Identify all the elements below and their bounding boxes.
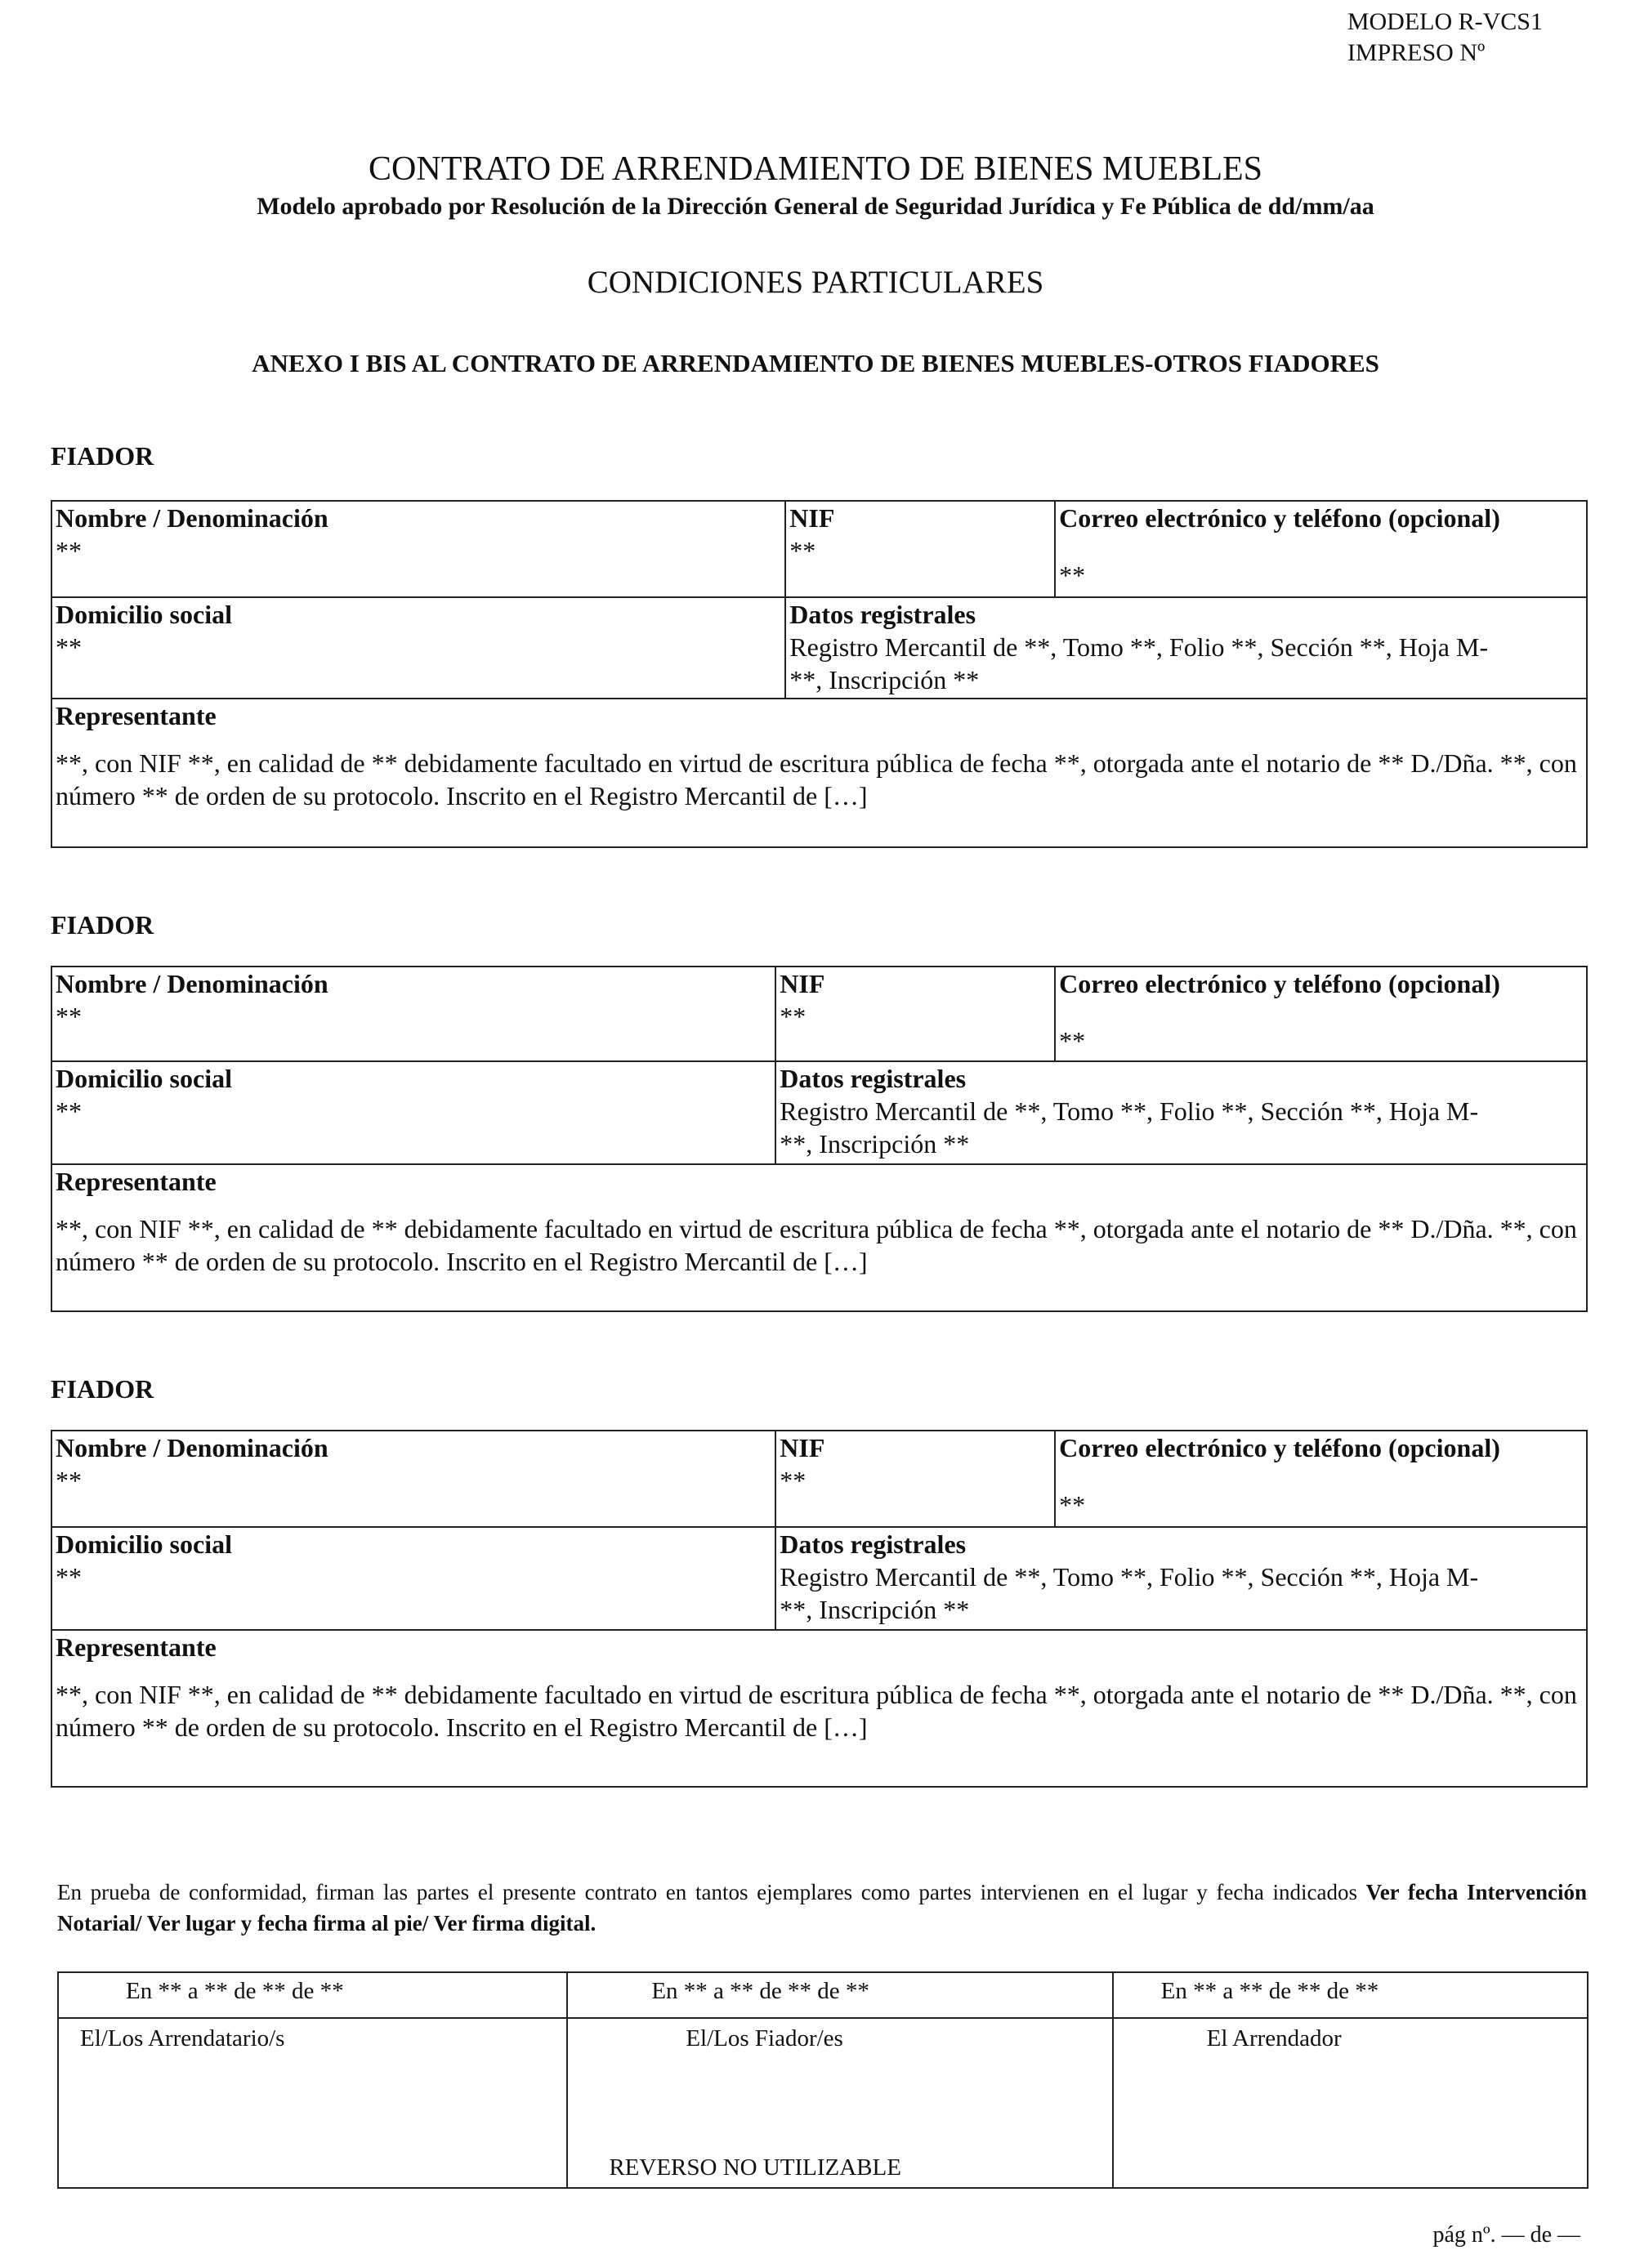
address-label: Domicilio social xyxy=(56,1064,232,1093)
contact-cell xyxy=(1055,1431,1587,1527)
name-label: Nombre / Denominación xyxy=(56,503,328,533)
print-number: IMPRESO Nº xyxy=(1347,39,1486,66)
nif-cell xyxy=(775,1431,1055,1527)
representative-value: **, con NIF **, en calidad de ** debidamente facultado en virtud de escritura pública de fecha **, otorgada ante el notario de ** D./Dña. **, con número ** de orden de su protocolo. Inscrito en el Registro Mercantil de […] xyxy=(56,1680,1577,1742)
fiador-table xyxy=(51,966,1588,1312)
contact-label: Correo electrónico y teléfono (opcional) xyxy=(1059,503,1500,533)
name-value: ** xyxy=(56,1466,82,1495)
model-code: MODELO R-VCS1 xyxy=(1347,8,1543,35)
name-value: ** xyxy=(56,536,82,565)
name-label: Nombre / Denominación xyxy=(56,969,328,998)
registry-value: Registro Mercantil de **, Tomo **, Folio **, Sección **, Hoja M-**, Inscripción ** xyxy=(780,1562,1479,1624)
signature-date: En ** a ** de ** de ** xyxy=(126,1978,344,2004)
document-title: CONTRATO DE ARRENDAMIENTO DE BIENES MUEBLES xyxy=(369,150,1262,188)
nif-label: NIF xyxy=(780,969,825,998)
name-value: ** xyxy=(56,1002,82,1031)
registry-value: Registro Mercantil de **, Tomo **, Folio **, Sección **, Hoja M-**, Inscripción ** xyxy=(780,1096,1479,1159)
representative-value: **, con NIF **, en calidad de ** debidamente facultado en virtud de escritura pública de fecha **, otorgada ante el notario de ** D./Dña. **, con número ** de orden de su protocolo. Inscrito en el Registro Mercantil de […] xyxy=(56,748,1577,810)
signature-box-guarantor[interactable] xyxy=(567,2018,1112,2188)
nif-label: NIF xyxy=(789,503,835,533)
reverse-note: REVERSO NO UTILIZABLE xyxy=(609,2154,901,2181)
representative-value: **, con NIF **, en calidad de ** debidamente facultado en virtud de escritura pública de fecha **, otorgada ante el notario de ** D./Dña. **, con número ** de orden de su protocolo. Inscrito en el Registro Mercantil de […] xyxy=(56,1214,1577,1276)
fiador-heading: FIADOR xyxy=(51,910,154,940)
nif-cell xyxy=(785,501,1055,597)
signature-role: El Arrendador xyxy=(1206,2025,1342,2051)
address-cell xyxy=(51,597,785,699)
registry-cell xyxy=(775,1527,1587,1630)
contact-value: ** xyxy=(1059,1490,1086,1520)
name-cell xyxy=(51,967,775,1061)
annex-heading: ANEXO I BIS AL CONTRATO DE ARRENDAMIENTO DE BIENES MUEBLES-OTROS FIADORES xyxy=(252,349,1379,377)
representative-cell xyxy=(51,1630,1587,1787)
representative-cell xyxy=(51,1164,1587,1311)
registry-label: Datos registrales xyxy=(780,1064,967,1093)
signature-date-cell xyxy=(1113,1972,1588,2018)
address-value: ** xyxy=(56,1096,82,1126)
fiador-heading: FIADOR xyxy=(51,1374,154,1404)
name-cell xyxy=(51,501,785,597)
closing-bold-text: Ver fecha Intervención Notarial/ Ver lugar y fecha firma al pie/ Ver firma digital. xyxy=(57,1880,1587,1935)
contact-value: ** xyxy=(1059,1026,1086,1056)
contact-label: Correo electrónico y teléfono (opcional) xyxy=(1059,1433,1500,1462)
representative-label: Representante xyxy=(56,1632,217,1662)
signature-table xyxy=(57,1971,1589,2189)
fiador-heading: FIADOR xyxy=(51,441,154,471)
fiador-table xyxy=(51,1430,1588,1788)
address-value: ** xyxy=(56,632,82,662)
registry-label: Datos registrales xyxy=(780,1529,967,1559)
address-value: ** xyxy=(56,1562,82,1592)
signature-date: En ** a ** de ** de ** xyxy=(651,1978,869,2004)
contact-label: Correo electrónico y teléfono (opcional) xyxy=(1059,969,1500,998)
registry-value: Registro Mercantil de **, Tomo **, Folio **, Sección **, Hoja M-**, Inscripción ** xyxy=(789,632,1489,694)
closing-statement xyxy=(57,1877,1587,1939)
model-code-block xyxy=(1347,7,1543,69)
nif-value: ** xyxy=(780,1466,807,1495)
nif-value: ** xyxy=(780,1002,807,1031)
page-number: pág nº. — de — xyxy=(1432,2222,1580,2248)
nif-label: NIF xyxy=(780,1433,825,1462)
contact-cell xyxy=(1055,501,1587,597)
address-cell xyxy=(51,1527,775,1630)
name-cell xyxy=(51,1431,775,1527)
signature-date-cell xyxy=(58,1972,567,2018)
representative-label: Representante xyxy=(56,701,217,730)
registry-cell xyxy=(775,1061,1587,1164)
address-label: Domicilio social xyxy=(56,600,232,629)
contact-value: ** xyxy=(1059,560,1086,590)
signature-role: El/Los Fiador/es xyxy=(686,2025,843,2051)
conditions-heading: CONDICIONES PARTICULARES xyxy=(587,265,1044,300)
document-subtitle: Modelo aprobado por Resolución de la Dirección General de Seguridad Jurídica y Fe Pública de dd/mm/aa xyxy=(257,193,1374,220)
closing-text: En prueba de conformidad, firman las partes el presente contrato en tantos ejemplares como partes intervienen en el lugar y fecha indicados xyxy=(57,1880,1357,1904)
representative-cell xyxy=(51,699,1587,847)
registry-cell xyxy=(785,597,1587,699)
name-label: Nombre / Denominación xyxy=(56,1433,328,1462)
contact-cell xyxy=(1055,967,1587,1061)
nif-cell xyxy=(775,967,1055,1061)
signature-date: En ** a ** de ** de ** xyxy=(1160,1978,1379,2004)
signature-date-cell xyxy=(567,1972,1112,2018)
signature-role: El/Los Arrendatario/s xyxy=(80,2025,285,2051)
signature-box-lessee[interactable] xyxy=(58,2018,567,2188)
address-cell xyxy=(51,1061,775,1164)
representative-label: Representante xyxy=(56,1167,217,1196)
address-label: Domicilio social xyxy=(56,1529,232,1559)
registry-label: Datos registrales xyxy=(789,600,976,629)
signature-box-lessor[interactable] xyxy=(1113,2018,1588,2188)
nif-value: ** xyxy=(789,536,816,565)
fiador-table xyxy=(51,500,1588,848)
